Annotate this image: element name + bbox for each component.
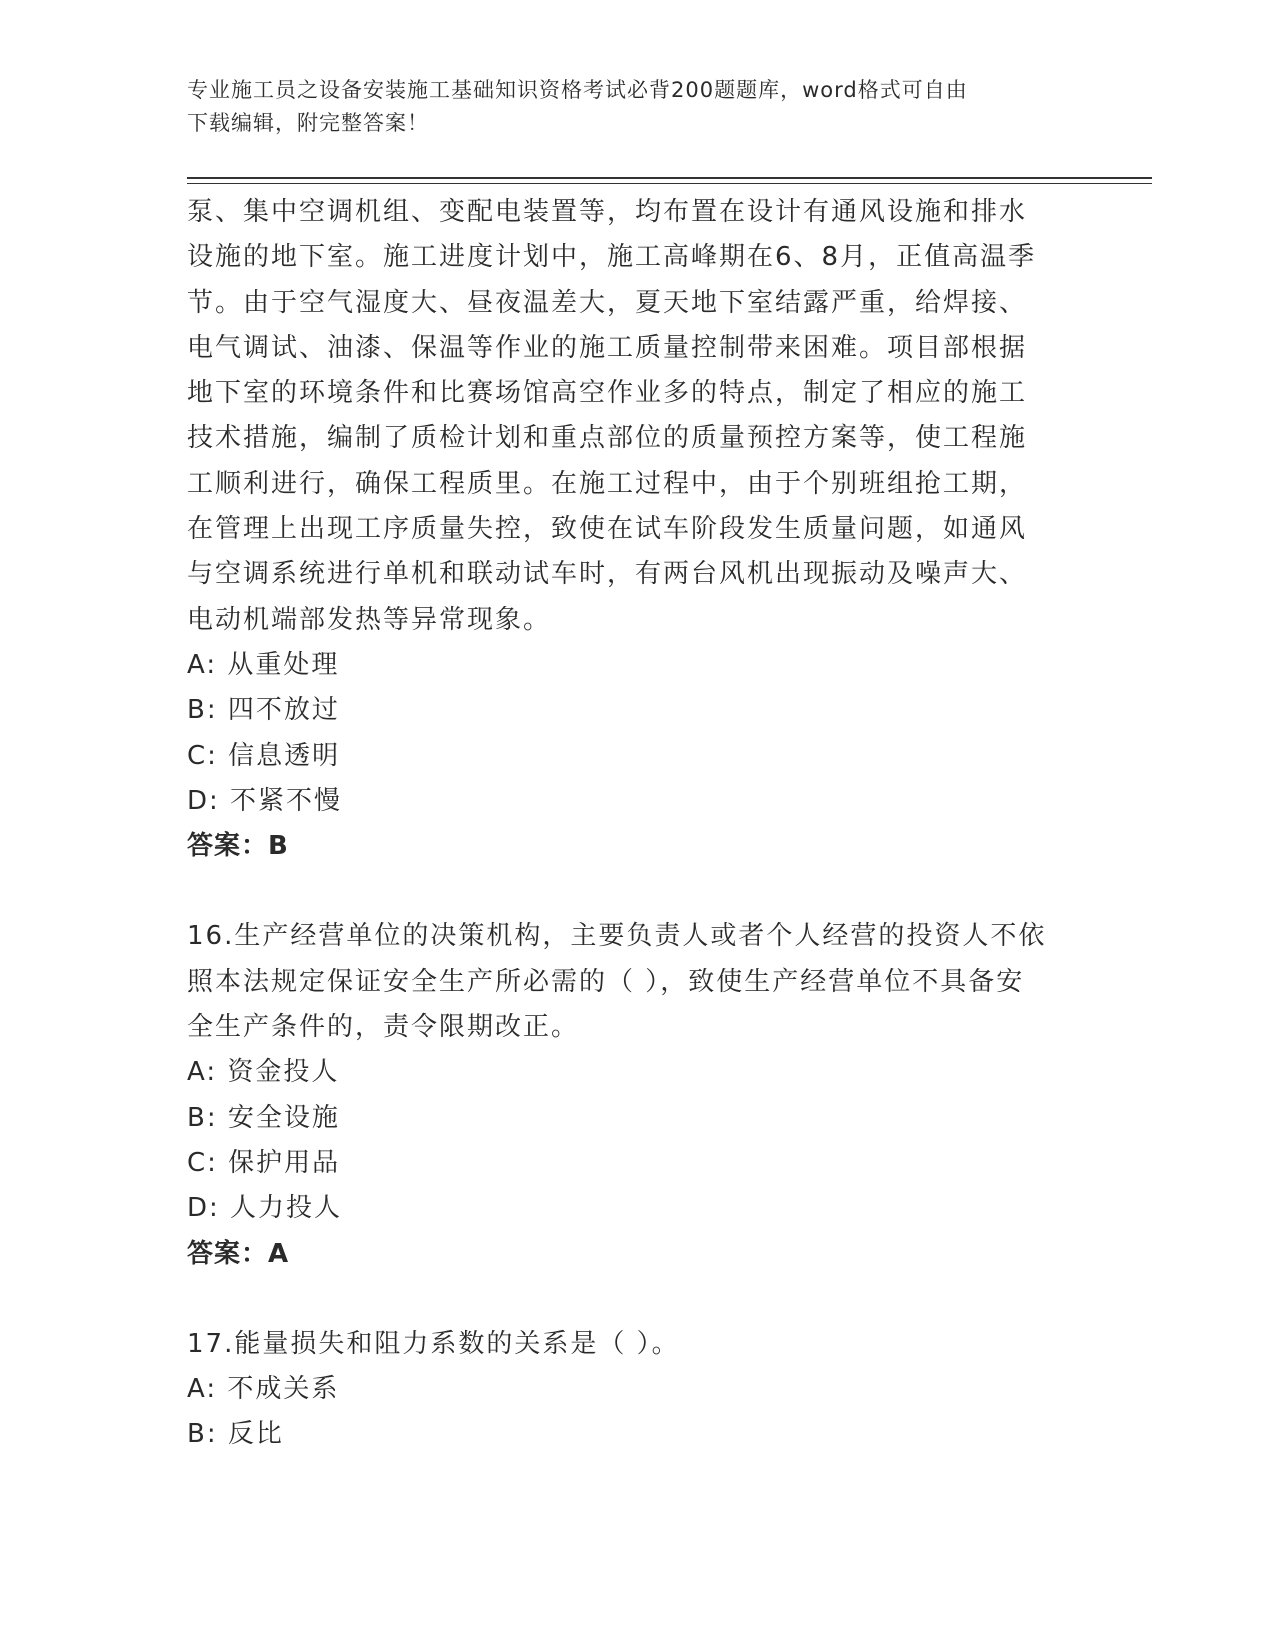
question-text-line: 在管理上出现工序质量失控，致使在试车阶段发生质量问题，如通风	[187, 514, 1028, 545]
question-text-line: 与空调系统进行单机和联动试车时，有两台风机出现振动及噪声大、	[187, 559, 1028, 590]
question-text-line: 照本法规定保证安全生产所必需的（ ），致使生产经营单位不具备安	[187, 966, 1025, 997]
option-d: D: 不紧不慢	[187, 785, 343, 816]
option-d: D: 人力投人	[187, 1193, 343, 1224]
question-text-line: 泵、集中空调机组、变配电装置等，均布置在设计有通风设施和排水	[187, 197, 1028, 227]
header-divider-thick	[187, 177, 1152, 179]
question-text-line: 地下室的环境条件和比赛场馆高空作业多的特点，制定了相应的施工	[187, 378, 1028, 409]
option-c: C: 保护用品	[187, 1147, 341, 1178]
header-title-line-2: 下载编辑，附完整答案！	[187, 111, 429, 135]
document-body	[187, 190, 1087, 1458]
option-a: A: 资金投人	[187, 1057, 340, 1088]
question-text-line: 工顺利进行，确保工程质里。在施工过程中，由于个别班组抢工期，	[187, 468, 1028, 499]
question-15	[187, 190, 1087, 869]
spacer	[187, 869, 1087, 914]
question-text-line: 节。由于空气湿度大、昼夜温差大，夏天地下室结露严重，给焊接、	[187, 287, 1028, 318]
question-text-line: 技术措施，编制了质检计划和重点部位的质量预控方案等，使工程施	[187, 423, 1028, 454]
answer: 答案：A	[187, 1238, 290, 1269]
spacer	[187, 1277, 1087, 1322]
option-b: B: 安全设施	[187, 1102, 340, 1133]
option-a: A: 不成关系	[187, 1374, 340, 1405]
option-c: C: 信息透明	[187, 740, 341, 771]
question-16	[187, 914, 1087, 1276]
option-b: B: 四不放过	[187, 695, 340, 726]
document-header	[187, 74, 1057, 140]
question-text-line: 16.生产经营单位的决策机构，主要负责人或者个人经营的投资人不依	[187, 921, 1047, 952]
option-a: A: 从重处理	[187, 649, 340, 680]
question-text-line: 全生产条件的，责令限期改正。	[187, 1012, 580, 1043]
header-divider-thin	[187, 183, 1152, 184]
question-text-line: 设施的地下室。施工进度计划中，施工高峰期在6、8月，正值高温季	[187, 242, 1037, 273]
option-b: B: 反比	[187, 1419, 284, 1450]
header-title-line-1: 专业施工员之设备安装施工基础知识资格考试必背200题题库，word格式可自由	[187, 78, 968, 102]
question-text-line: 电动机端部发热等异常现象。	[187, 604, 552, 635]
question-17	[187, 1322, 1087, 1458]
question-text-line: 电气调试、油漆、保温等作业的施工质量控制带来困难。项目部根据	[187, 332, 1028, 363]
answer: 答案：B	[187, 831, 289, 862]
question-text-line: 17.能量损失和阻力系数的关系是（ ）。	[187, 1328, 680, 1359]
